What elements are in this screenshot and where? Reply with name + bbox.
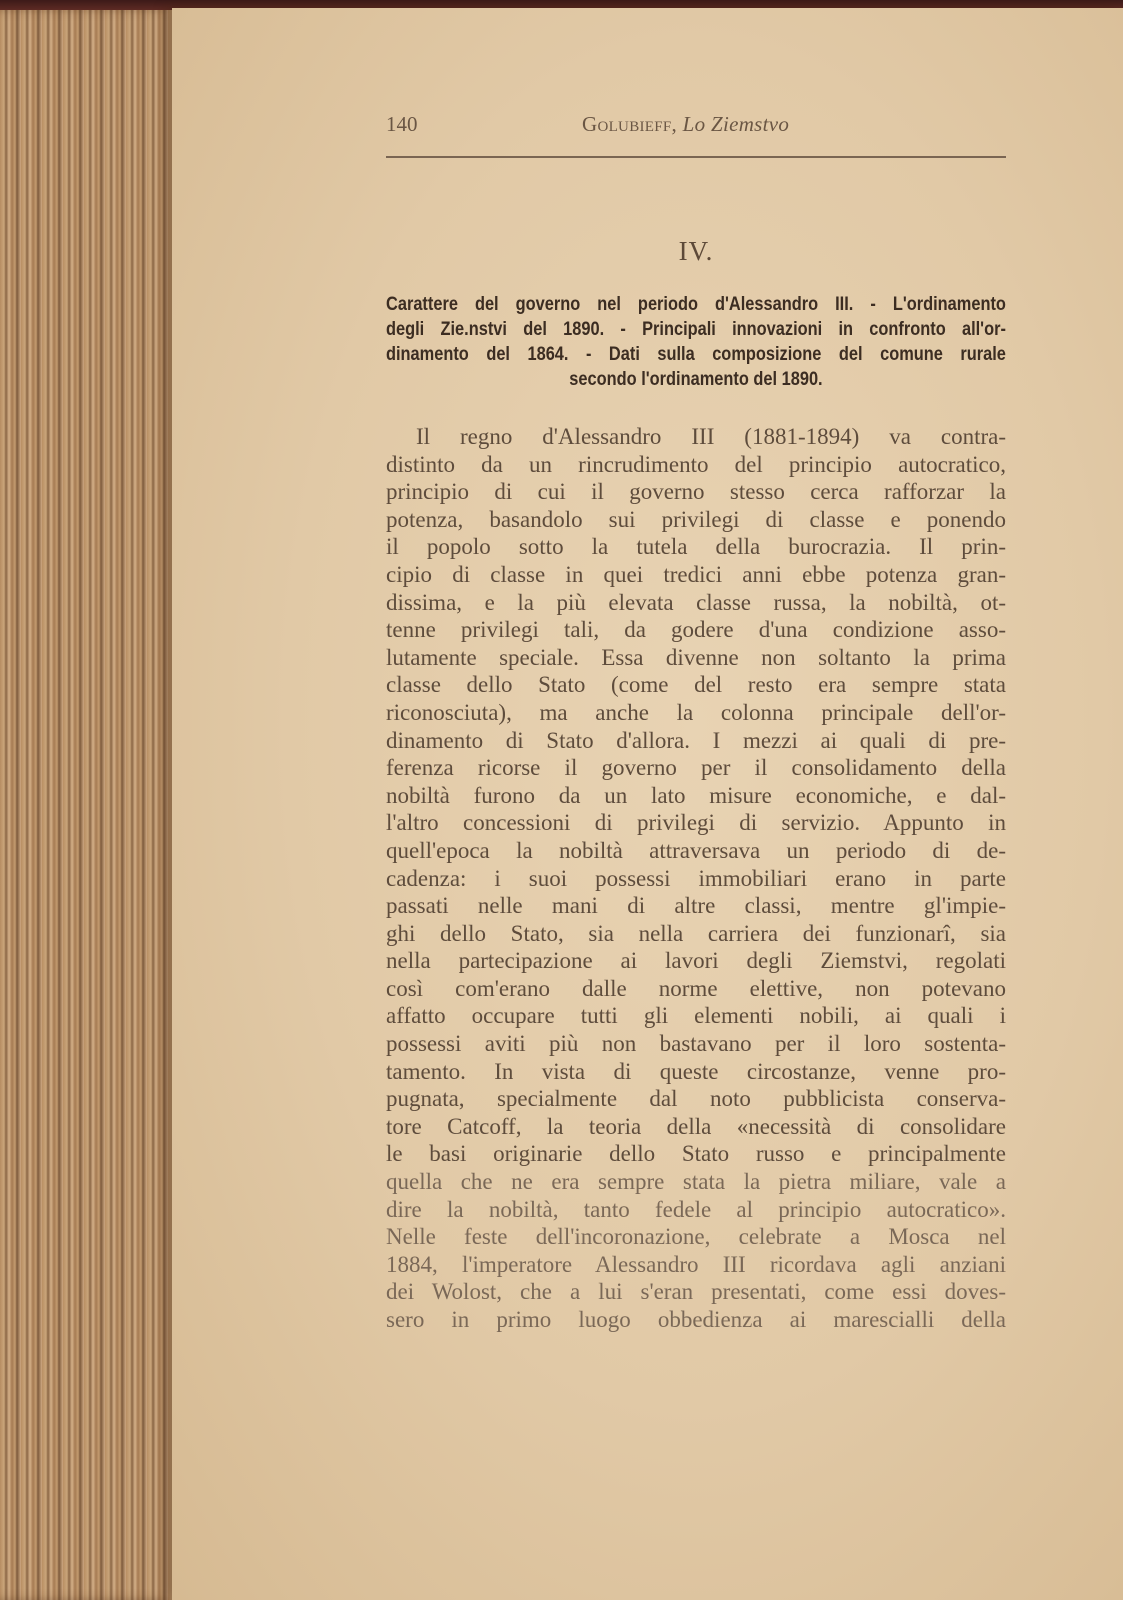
- text-line: distinto da un rincrudimento del principio autocratico,: [386, 451, 1006, 477]
- text-line: dire la nobiltà, tanto fedele al principio autocratico».: [386, 1196, 1006, 1222]
- header-rule: [386, 156, 1006, 158]
- text-line: classe dello Stato (come del resto era sempre stata: [386, 672, 1006, 698]
- text-line: l'altro concessioni di privilegi di servizio. Appunto in: [386, 810, 1006, 836]
- text-line: pugnata, specialmente dal noto pubblicista conserva-: [386, 1086, 1006, 1112]
- text-line: potenza, basandolo sui privilegi di classe e ponendo: [386, 506, 1006, 532]
- text-line: ferenza ricorse il governo per il consolidamento della: [386, 755, 1006, 781]
- text-line: principio di cui il governo stesso cerca rafforzar la: [386, 479, 1006, 505]
- text-line: possessi aviti più non bastavano per il loro sostenta-: [386, 1031, 1006, 1057]
- text-line: tenne privilegi tali, da godere d'una condizione asso-: [386, 617, 1006, 643]
- text-line: ghi dello Stato, sia nella carriera dei funzionarî, sia: [386, 920, 1006, 946]
- text-line: Il regno d'Alessandro III (1881-1894) va contra-: [416, 424, 1006, 449]
- summary-line: degli Zie.nstvi del 1890. - Principali innovazioni in confronto all'or-: [386, 318, 1006, 340]
- text-line: passati nelle mani di altre classi, mentre gl'impie-: [386, 893, 1006, 919]
- text-line: dissima, e la più elevata classe russa, la nobiltà, ot-: [386, 589, 1006, 615]
- text-line: così com'erano dalle norme elettive, non potevano: [386, 975, 1006, 1001]
- work-title: Lo Ziemstvo: [682, 112, 790, 136]
- page-edges: [0, 10, 190, 1600]
- text-line: nella partecipazione ai lavori degli Ziemstvi, regolati: [386, 948, 1006, 974]
- body-text: [386, 423, 1006, 1334]
- text-line: Nelle feste dell'incoronazione, celebrate a Mosca nel: [386, 1224, 1006, 1250]
- summary-line: dinamento del 1864. - Dati sulla composizione del comune rurale: [386, 343, 1006, 365]
- text-line: cipio di classe in quei tredici anni ebbe potenza gran-: [386, 561, 1006, 587]
- running-title: [582, 112, 789, 137]
- text-line: tore Catcoff, la teoria della «necessità di consolidare: [386, 1113, 1006, 1139]
- author-name: Golubieff,: [582, 112, 678, 136]
- text-line: dei Wolost, che a lui s'eran presentati, come essi doves-: [386, 1279, 1006, 1305]
- text-line: sero in primo luogo obbedienza ai marescialli della: [386, 1307, 1006, 1332]
- text-line: le basi originarie dello Stato russo e principalmente: [386, 1141, 1006, 1167]
- chapter-number: IV.: [678, 236, 714, 266]
- running-header: [386, 112, 1006, 142]
- page-number: 140: [386, 112, 418, 136]
- text-line: 1884, l'imperatore Alessandro III ricordava agli anziani: [386, 1251, 1006, 1277]
- text-line: dinamento di Stato d'allora. I mezzi ai quali di pre-: [386, 727, 1006, 753]
- summary-line: secondo l'ordinamento del 1890.: [569, 368, 823, 390]
- summary-line: Carattere del governo nel periodo d'Alessandro III. - L'ordinamento: [386, 293, 1006, 315]
- text-line: riconosciuta), ma anche la colonna principale dell'or-: [386, 699, 1006, 725]
- text-line: quell'epoca la nobiltà attraversava un periodo di de-: [386, 837, 1006, 863]
- text-line: il popolo sotto la tutela della burocrazia. Il prin-: [386, 534, 1006, 560]
- text-line: cadenza: i suoi possessi immobiliari erano in parte: [386, 865, 1006, 891]
- text-line: nobiltà furono da un lato misure economiche, e dal-: [386, 782, 1006, 808]
- text-line: tamento. In vista di queste circostanze, venne pro-: [386, 1058, 1006, 1084]
- text-line: lutamente speciale. Essa divenne non soltanto la prima: [386, 644, 1006, 670]
- chapter-summary: [386, 292, 1006, 392]
- text-line: affatto occupare tutti gli elementi nobili, ai quali i: [386, 1003, 1006, 1029]
- text-line: quella che ne era sempre stata la pietra miliare, vale a: [386, 1169, 1006, 1195]
